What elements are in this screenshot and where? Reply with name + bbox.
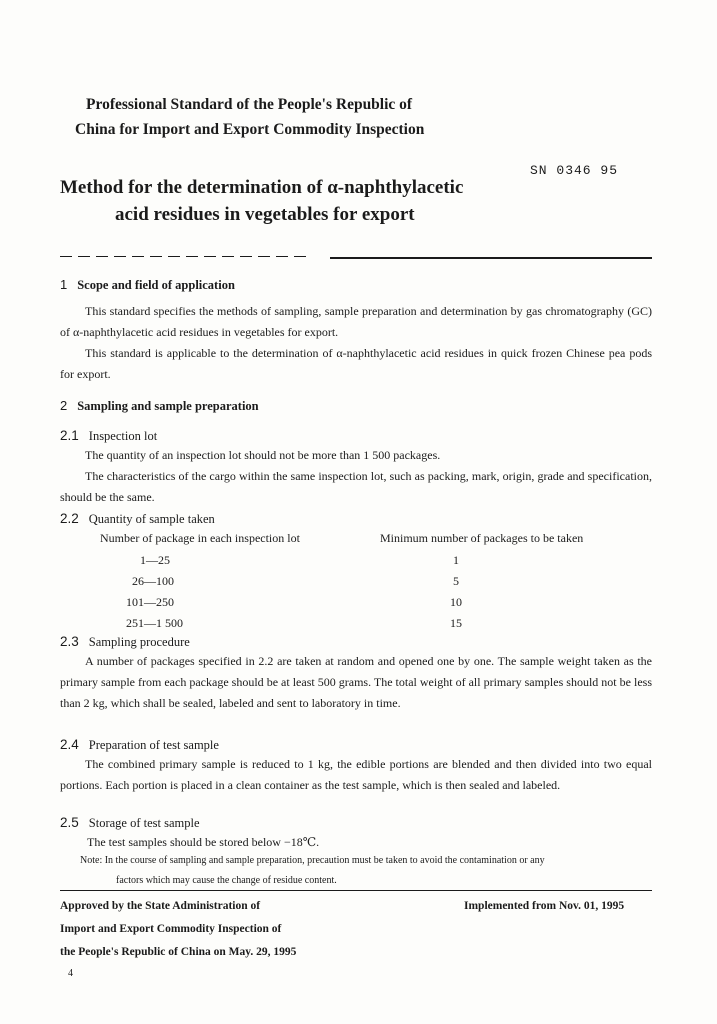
table-cell-range: 26—100	[132, 574, 174, 588]
section-2-1-paragraph-1: The quantity of an inspection lot should not be more than 1 500 packages.	[85, 448, 441, 462]
table-header-lot-size: Number of package in each inspection lot	[100, 531, 300, 545]
header-rule-dash-14	[294, 256, 306, 257]
section-title: Scope and field of application	[77, 278, 235, 292]
section-title: Sampling procedure	[88, 635, 190, 649]
issuer-line-2: China for Import and Export Commodity Inspection	[75, 121, 425, 138]
section-2-4-paragraph: The combined primary sample is reduced to 1 kg, the edible portions are blended and then divided into two equal portions. Each portion is placed in a clean container as the test sample, which is then sealed and labeled.	[60, 757, 652, 792]
document-title-line-1: Method for the determination of α-naphthylacetic	[60, 177, 464, 198]
header-rule-dash-10	[222, 256, 234, 257]
header-rule-dash-9	[204, 256, 216, 257]
table-header-min-packages: Minimum number of packages to be taken	[380, 531, 584, 545]
section-number: 2.4	[60, 737, 79, 752]
standard-code: SN 0346 95	[530, 163, 619, 178]
header-rule-dash-2	[78, 256, 90, 257]
section-2-5-heading	[60, 815, 200, 831]
header-rule-dash-11	[240, 256, 252, 257]
header-rule-dash-13	[276, 256, 288, 257]
section-2-4-heading	[60, 737, 219, 753]
section-2-5-paragraph: The test samples should be stored below −18℃.	[87, 835, 320, 849]
header-rule-dash-7	[168, 256, 180, 257]
approval-line-3: the People's Republic of China on May. 29, 1995	[60, 946, 297, 958]
header-rule-dash-5	[132, 256, 144, 257]
section-number: 2.3	[60, 634, 79, 649]
section-2-3-heading	[60, 634, 190, 650]
note-line-2: factors which may cause the change of residue content.	[116, 875, 337, 886]
section-number: 2.2	[60, 511, 79, 526]
section-2-heading	[60, 398, 259, 414]
note-line-1: Note: In the course of sampling and sample preparation, precaution must be taken to avoid the contamination or any	[80, 855, 545, 866]
section-number: 2.5	[60, 815, 79, 830]
section-number: 2	[60, 398, 68, 413]
header-rule-dash-6	[150, 256, 162, 257]
header-rule-dash-8	[186, 256, 198, 257]
section-1-paragraph-2: This standard is applicable to the determination of α-naphthylacetic acid residues in quick frozen Chinese pea pods for export.	[60, 346, 652, 381]
table-cell-range: 101—250	[126, 595, 174, 609]
section-title: Storage of test sample	[88, 816, 200, 830]
header-rule	[330, 257, 652, 259]
page-number: 4	[68, 968, 73, 979]
implementation-date: Implemented from Nov. 01, 1995	[464, 900, 625, 912]
section-title: Sampling and sample preparation	[77, 399, 259, 413]
table-cell-min: 10	[450, 595, 462, 609]
header-rule-dash-12	[258, 256, 270, 257]
header-rule-dash-3	[96, 256, 108, 257]
issuer-line-1: Professional Standard of the People's Republic of	[86, 96, 413, 113]
section-number: 2.1	[60, 428, 79, 443]
section-2-1-heading	[60, 428, 157, 444]
header-rule-dash-4	[114, 256, 126, 257]
section-title: Quantity of sample taken	[88, 512, 215, 526]
approval-line-2: Import and Export Commodity Inspection of	[60, 923, 282, 935]
section-title: Preparation of test sample	[88, 738, 219, 752]
table-cell-range: 251—1 500	[126, 616, 183, 630]
section-2-3-paragraph: A number of packages specified in 2.2 are taken at random and opened one by one. The sample weight taken as the primary sample from each package should be at least 500 grams. The total weight of all primary samples should not be less than 2 kg, which shall be sealed, labeled and sent to laboratory in time.	[60, 654, 652, 710]
section-number: 1	[60, 277, 68, 292]
table-cell-min: 5	[453, 574, 459, 588]
section-title: Inspection lot	[88, 429, 158, 443]
footer-rule	[60, 890, 652, 891]
table-cell-min: 15	[450, 616, 462, 630]
table-cell-range: 1—25	[140, 553, 170, 567]
approval-line-1: Approved by the State Administration of	[60, 900, 261, 912]
document-title-line-2: acid residues in vegetables for export	[115, 204, 415, 225]
table-cell-min: 1	[453, 553, 459, 567]
section-1-heading	[60, 277, 235, 293]
section-2-1-paragraph-2: The characteristics of the cargo within the same inspection lot, such as packing, mark, origin, grade and specification, should be the same.	[60, 469, 652, 504]
section-2-2-heading	[60, 511, 215, 527]
section-1-paragraph-1: This standard specifies the methods of sampling, sample preparation and determination by gas chromatography (GC) of α-naphthylacetic acid residues in vegetables for export.	[60, 304, 652, 339]
header-rule-dash-1	[60, 256, 72, 257]
